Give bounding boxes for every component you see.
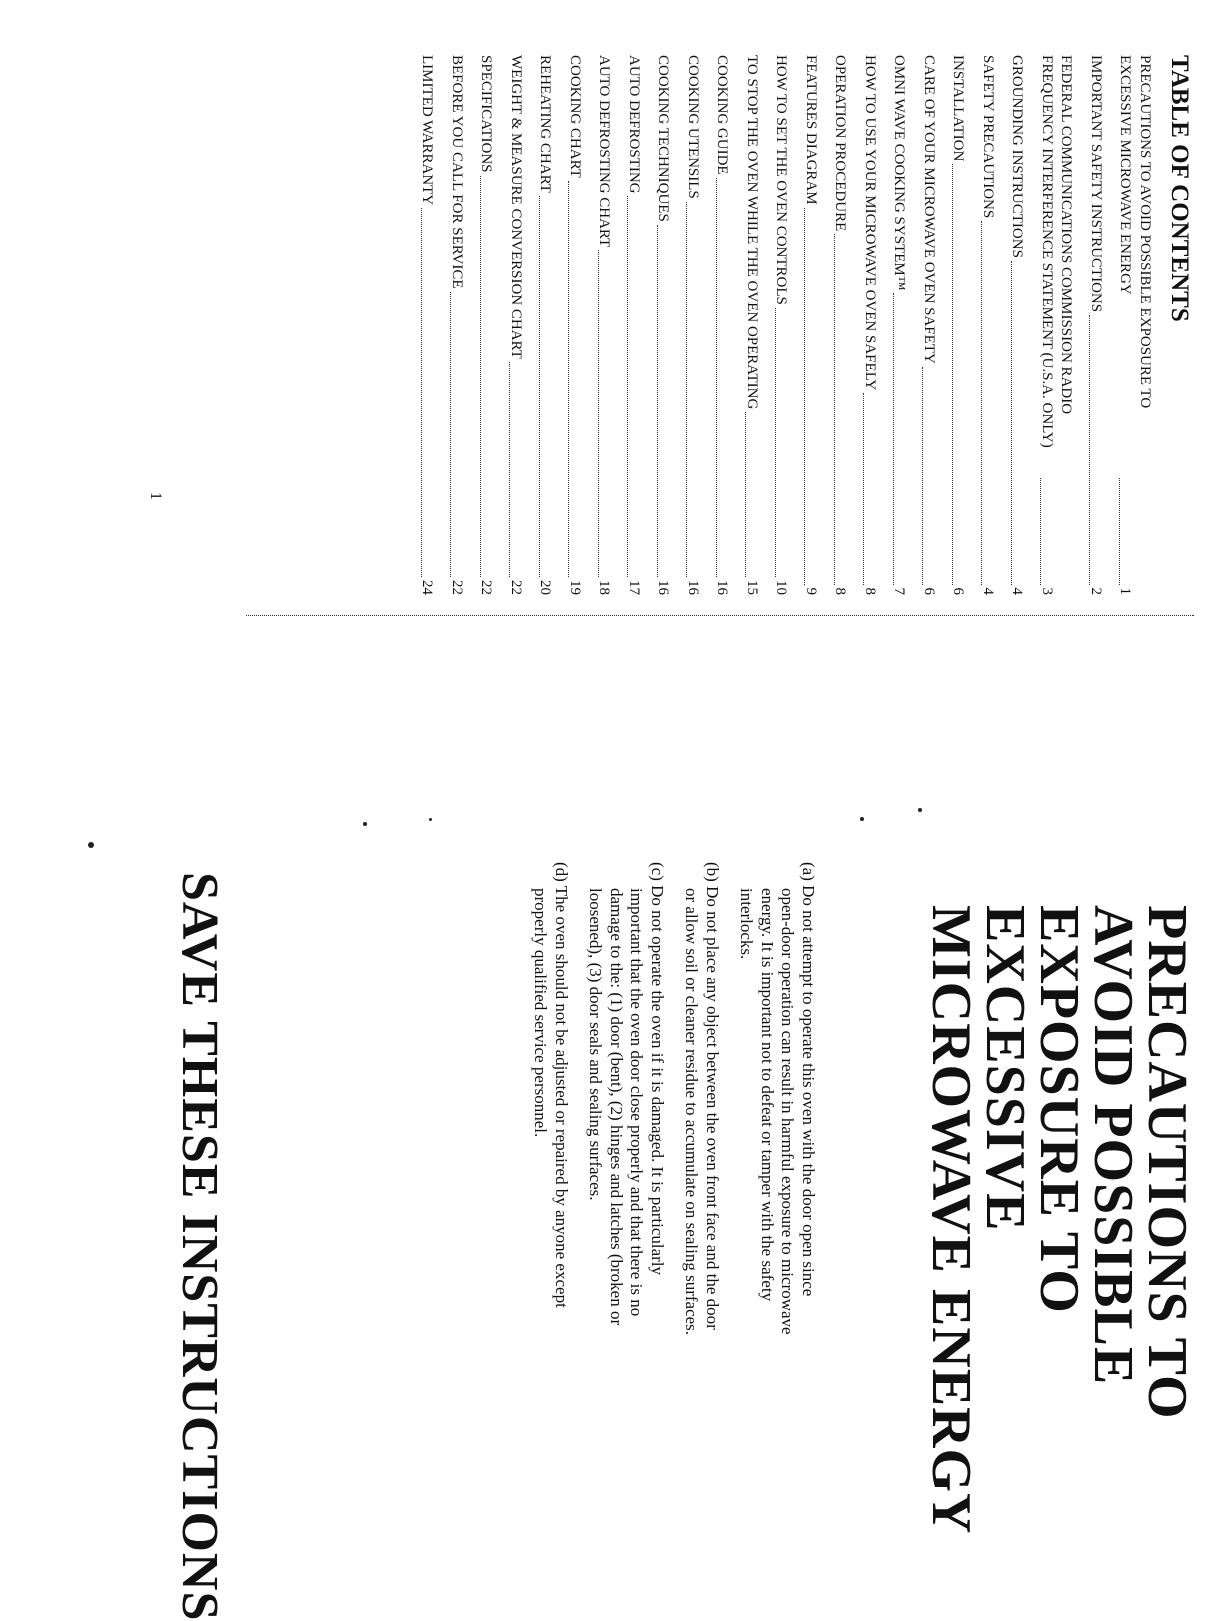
table-of-contents (407, 55, 1154, 595)
page-number: 1 (147, 492, 164, 500)
toc-entry-title: REHEATING CHART (537, 55, 554, 193)
toc-leader-dots (657, 225, 658, 577)
toc-leader-dots (1041, 478, 1042, 585)
precaution-list (516, 862, 818, 1337)
save-instructions-banner: SAVE THESE INSTRUCTIONS (171, 872, 228, 1621)
toc-leader-dots (687, 202, 688, 577)
toc-entry-page: 8 (832, 587, 849, 595)
toc-entry (506, 55, 526, 595)
toc-entry-page: 8 (862, 587, 878, 595)
toc-entry (1086, 55, 1106, 595)
toc-entry-page: 6 (950, 587, 967, 595)
toc-entry (948, 55, 968, 595)
toc-entry-title: OPERATION PROCEDURE (832, 55, 849, 232)
toc-entry (683, 55, 703, 595)
scan-speck (88, 842, 94, 848)
toc-entry (447, 55, 467, 595)
toc-entry (919, 55, 939, 595)
toc-leader-dots (539, 196, 540, 577)
toc-entry-title: TO STOP THE OVEN WHILE THE OVEN OPERATING (744, 55, 760, 410)
toc-leader-dots (893, 293, 894, 584)
toc-entry (830, 55, 850, 595)
toc-entry-title: AUTO DEFROSTING (626, 55, 642, 194)
toc-entry-title: GROUNDING INSTRUCTIONS (1009, 55, 1026, 258)
toc-entry-page: 16 (685, 580, 701, 595)
toc-entry-title: HOW TO USE YOUR MICROWAVE OVEN SAFELY (862, 55, 878, 391)
toc-entry (594, 55, 614, 595)
toc-entry-title: CARE OF YOUR MICROWAVE OVEN SAFETY (921, 55, 937, 364)
toc-leader-dots (421, 208, 422, 577)
precaution-item-b: (b) Do not place any object between the oven front face and the door or allow soil or cleaner residue to accumulate on sealing surfaces. (682, 862, 722, 1336)
toc-entry-title: WEIGHT & MEASURE CONVERSION CHART (508, 55, 524, 359)
toc-entry-page: 18 (596, 580, 613, 595)
toc-entry-title: IMPORTANT SAFETY INSTRUCTIONS (1088, 55, 1104, 313)
column-separator (246, 615, 1194, 616)
toc-leader-dots (510, 362, 511, 577)
toc-entry (1115, 55, 1154, 595)
toc-entry-page: 22 (449, 580, 465, 595)
toc-entry (653, 55, 673, 595)
toc-entry-title: AUTO DEFROSTING CHART (596, 55, 613, 248)
toc-entry-title: FEDERAL COMMUNICATIONS COMMISSION RADIO FREQUENCY INTERFERENCE STATEMENT (U.S.A. ONLY) (1039, 55, 1075, 448)
toc-entry (417, 55, 437, 595)
scan-speck (429, 818, 432, 821)
toc-entry-title: PRECAUTIONS TO AVOID POSSIBLE EXPOSURE TO EXCESSIVE MICROWAVE ENERGY (1117, 55, 1153, 409)
toc-entry-title: OMNI WAVE COOKING SYSTEM™ (891, 55, 908, 291)
toc-entry (476, 55, 496, 595)
toc-entry (801, 55, 821, 595)
toc-leader-dots (628, 196, 629, 577)
toc-entry-page: 16 (714, 580, 731, 595)
toc-entry (771, 55, 791, 595)
toc-leader-dots (834, 234, 835, 584)
toc-entry (565, 55, 585, 595)
toc-leader-dots (451, 292, 452, 577)
toc-entry (742, 55, 762, 595)
toc-entry (1037, 55, 1076, 595)
toc-leader-dots (982, 221, 983, 584)
scan-speck (918, 808, 922, 812)
toc-entry-page: 4 (980, 587, 996, 595)
scan-speck (860, 817, 864, 821)
precaution-item-d: (d) The oven should not be adjusted or repaired by anyone except properly qualified service personnel. (531, 862, 571, 1308)
toc-entry-page: 2 (1088, 587, 1104, 595)
toc-entry (624, 55, 644, 595)
toc-entry-title: FEATURES DIAGRAM (803, 55, 819, 205)
toc-entry (860, 55, 880, 595)
toc-leader-dots (598, 250, 599, 577)
toc-entry-page: 20 (537, 580, 554, 595)
toc-entry (712, 55, 732, 595)
toc-entry-page: 9 (803, 587, 819, 595)
toc-entry-page: 3 (1039, 587, 1055, 595)
toc-entry-title: LIMITED WARRANTY (419, 55, 436, 206)
toc-leader-dots (569, 181, 570, 577)
toc-entry-page: 1 (1117, 587, 1134, 595)
toc-leader-dots (716, 178, 717, 577)
toc-entry-title: COOKING UTENSILS (685, 55, 701, 199)
toc-leader-dots (480, 176, 481, 577)
toc-entry (1007, 55, 1027, 595)
toc-heading: TABLE OF CONTENTS (1166, 55, 1193, 322)
toc-entry-page: 22 (478, 580, 495, 595)
toc-entry-title: SPECIFICATIONS (478, 55, 495, 173)
page-title: PRECAUTIONS TO AVOID POSSIBLE EXPOSURE TO EXCESSIVE MICROWAVE ENERGY (920, 905, 1198, 1535)
toc-entry-title: COOKING GUIDE (714, 55, 731, 175)
toc-entry-page: 7 (891, 587, 908, 595)
toc-entry-page: 4 (1009, 587, 1026, 595)
toc-entry (978, 55, 998, 595)
toc-leader-dots (1090, 315, 1091, 584)
toc-leader-dots (952, 164, 953, 584)
toc-leader-dots (775, 308, 776, 577)
toc-entry-page: 17 (626, 580, 642, 595)
toc-entry-title: COOKING TECHNIQUES (655, 55, 672, 222)
toc-entry (889, 55, 909, 595)
toc-entry-page: 22 (508, 580, 524, 595)
precaution-item-a: (a) Do not attempt to operate this oven with the door open since open-door operation can result in harmful exposure to microwave energy. It is important not to defeat or tamper with the safety interlocks. (737, 862, 818, 1335)
toc-entry-page: 6 (921, 587, 937, 595)
toc-leader-dots (1011, 261, 1012, 585)
toc-entry-title: BEFORE YOU CALL FOR SERVICE (449, 55, 465, 289)
scan-speck (363, 822, 367, 826)
toc-entry-page: 15 (744, 580, 760, 595)
toc-entry-title: HOW TO SET THE OVEN CONTROLS (773, 55, 790, 305)
toc-entry-title: COOKING CHART (567, 55, 583, 178)
toc-leader-dots (805, 208, 806, 585)
precaution-item-c: (c) Do not operate the oven if it is damaged. It is particularly important that the oven door close properly and that there is no damage to the: (1) door (bent), (2) hinges and latches (broken or loosened), (3) door seals and sealing surfaces. (586, 862, 667, 1326)
toc-entry-title: SAFETY PRECAUTIONS (980, 55, 996, 219)
toc-leader-dots (1119, 478, 1120, 585)
toc-entry-page: 24 (419, 580, 436, 595)
toc-leader-dots (864, 393, 865, 584)
toc-entry-page: 16 (655, 580, 672, 595)
toc-entry-title: INSTALLATION (950, 55, 967, 162)
toc-leader-dots (746, 412, 747, 577)
toc-leader-dots (923, 367, 924, 585)
toc-entry-page: 19 (567, 580, 583, 595)
toc-entry-page: 10 (773, 580, 790, 595)
toc-entry (535, 55, 555, 595)
